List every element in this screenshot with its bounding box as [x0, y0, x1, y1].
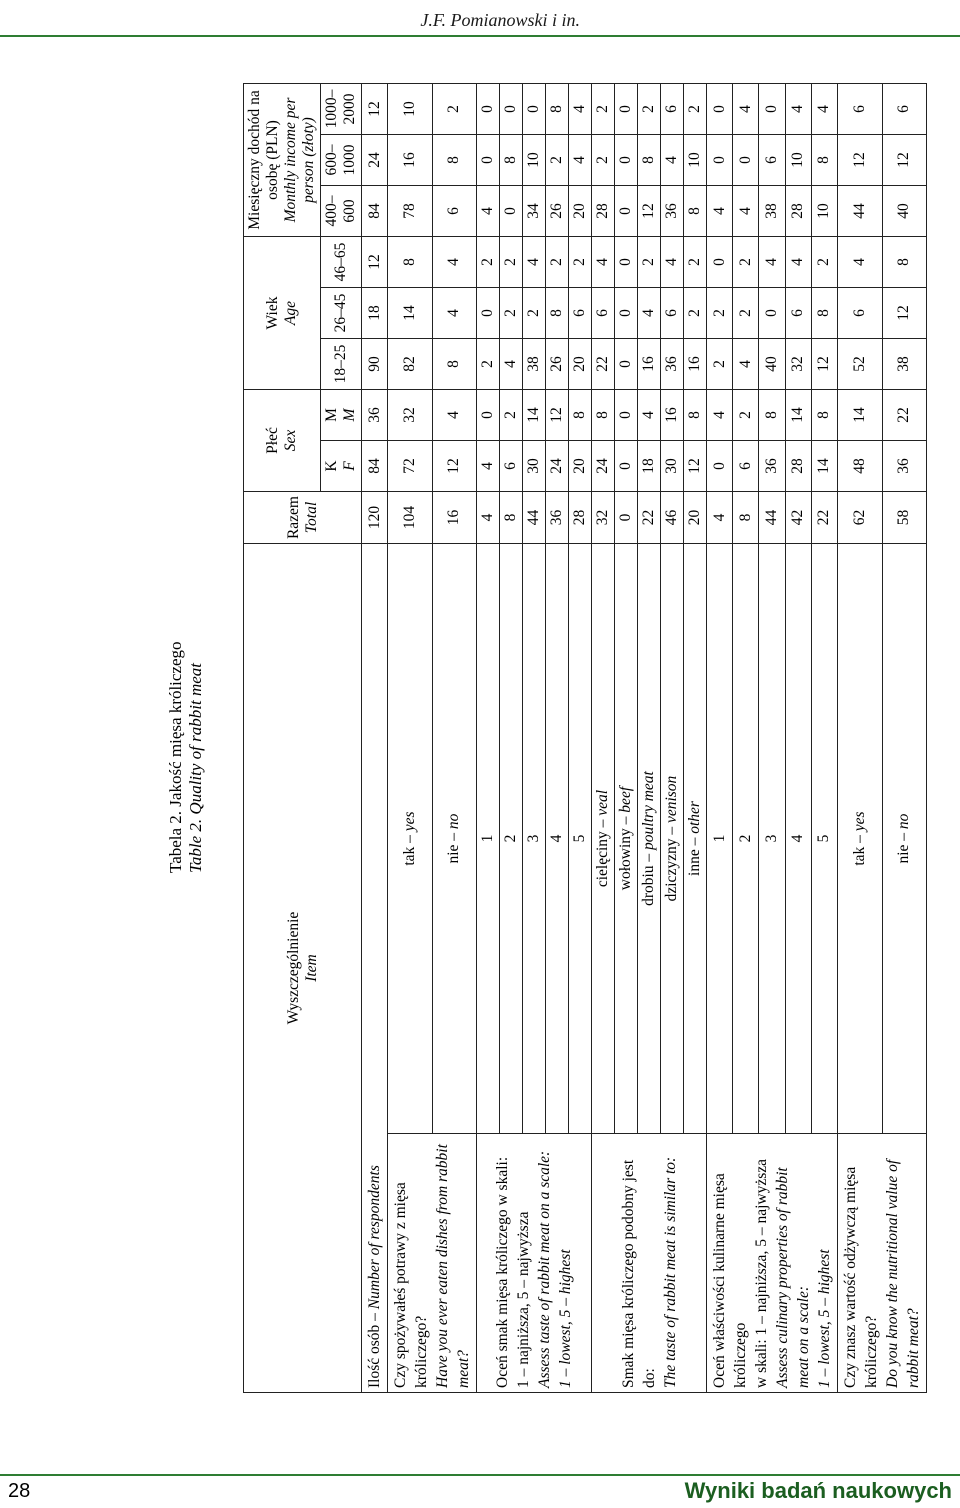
- row-label-pl: Ilość osób –: [366, 1309, 383, 1388]
- footer-rule: [0, 1474, 960, 1476]
- value-cell: 16: [432, 492, 477, 544]
- value-cell: 2: [592, 84, 615, 135]
- journal-name: Wyniki badań naukowych: [684, 1478, 952, 1503]
- value-cell: 2: [638, 84, 661, 135]
- value-cell: 36: [661, 186, 684, 237]
- value-cell: 6: [759, 135, 785, 186]
- value-cell: 2: [500, 288, 523, 339]
- total-header: [244, 492, 362, 544]
- value-cell: 4: [523, 237, 546, 288]
- value-cell: 12: [362, 84, 388, 135]
- value-cell: 28: [785, 186, 811, 237]
- answer-label: [546, 544, 569, 1134]
- value-cell: 2: [684, 237, 707, 288]
- value-cell: 40: [759, 339, 785, 390]
- value-cell: 4: [707, 492, 733, 544]
- value-cell: 0: [523, 84, 546, 135]
- row-label-en: Number of respondents: [366, 1165, 383, 1310]
- value-cell: 120: [362, 492, 388, 544]
- sex-header-en: Sex: [282, 429, 299, 452]
- answer-pl: inne –: [686, 833, 703, 876]
- value-cell: 20: [569, 186, 592, 237]
- question-label: [592, 1134, 707, 1393]
- value-cell: 12: [432, 441, 477, 492]
- value-cell: 6: [661, 288, 684, 339]
- answer-pl: nie –: [445, 829, 463, 864]
- value-cell: 8: [811, 288, 837, 339]
- rotated-table-page: [158, 68, 922, 1393]
- value-cell: 2: [684, 288, 707, 339]
- value-cell: 24: [592, 441, 615, 492]
- value-cell: 4: [733, 186, 759, 237]
- value-cell: 2: [733, 237, 759, 288]
- value-cell: 2: [707, 288, 733, 339]
- answer-pl: drobiu –: [640, 849, 657, 906]
- value-cell: 22: [592, 339, 615, 390]
- value-cell: 84: [362, 186, 388, 237]
- value-cell: 2: [707, 339, 733, 390]
- table-row: [707, 84, 733, 1393]
- value-cell: 42: [785, 492, 811, 544]
- value-cell: 2: [500, 390, 523, 441]
- answer-en: poultry meat: [640, 771, 657, 850]
- table-row: [838, 84, 883, 1393]
- value-cell: 4: [733, 339, 759, 390]
- value-cell: 0: [477, 288, 500, 339]
- value-cell: 2: [592, 135, 615, 186]
- answer-en: yes: [850, 811, 868, 832]
- value-cell: 24: [546, 441, 569, 492]
- question-label: [477, 1134, 592, 1393]
- value-cell: 10: [785, 135, 811, 186]
- value-cell: 2: [638, 237, 661, 288]
- total-header-pl: Razem: [284, 496, 302, 540]
- question-en1: Assess culinary properties of rabbit meat on a scale:: [774, 1167, 812, 1388]
- value-cell: 36: [661, 339, 684, 390]
- value-cell: 12: [362, 237, 388, 288]
- value-cell: 0: [615, 441, 638, 492]
- value-cell: 30: [523, 441, 546, 492]
- income-group-header: 1000–2000: [321, 84, 362, 135]
- value-cell: 0: [477, 84, 500, 135]
- value-cell: 8: [733, 492, 759, 544]
- question-label: [838, 1134, 927, 1393]
- question-pl: Smak mięsa króliczego podobny jest do:: [619, 1159, 658, 1388]
- value-cell: 40: [882, 186, 927, 237]
- female-header: [321, 441, 362, 492]
- item-header-pl: Wyszczególnienie: [284, 911, 302, 1025]
- answer-pl: nie –: [895, 829, 913, 864]
- value-cell: 4: [477, 441, 500, 492]
- answer-label: [592, 544, 615, 1134]
- value-cell: 2: [500, 237, 523, 288]
- answer-en: beef: [617, 786, 634, 813]
- value-cell: 0: [759, 288, 785, 339]
- page-number: 28: [8, 1480, 31, 1502]
- running-head: J.F. Pomianowski i in.: [420, 10, 580, 30]
- value-cell: 52: [838, 339, 883, 390]
- value-cell: 0: [615, 84, 638, 135]
- answer-label: [838, 544, 883, 1134]
- answer-scale: 2: [736, 834, 754, 843]
- answer-label: [388, 544, 433, 1134]
- value-cell: 10: [523, 135, 546, 186]
- value-cell: 20: [684, 492, 707, 544]
- caption-english: Table 2. Quality of rabbit meat: [186, 663, 205, 873]
- value-cell: 4: [811, 84, 837, 135]
- value-cell: 0: [707, 135, 733, 186]
- value-cell: 4: [733, 84, 759, 135]
- question-en2: 1 – lowest, 5 – highest: [557, 1249, 574, 1388]
- answer-label: [684, 544, 707, 1134]
- value-cell: 12: [811, 339, 837, 390]
- question-pl2: 1 – najniższa, 5 – najwyższa: [515, 1211, 532, 1388]
- value-cell: 0: [500, 84, 523, 135]
- value-cell: 0: [707, 441, 733, 492]
- row-label: [362, 544, 388, 1393]
- value-cell: 8: [592, 390, 615, 441]
- value-cell: 8: [500, 135, 523, 186]
- value-cell: 16: [684, 339, 707, 390]
- value-cell: 2: [523, 288, 546, 339]
- answer-pl: tak –: [400, 831, 418, 866]
- value-cell: 6: [733, 441, 759, 492]
- value-cell: 36: [546, 492, 569, 544]
- female-header-pl: K: [323, 460, 340, 472]
- value-cell: 2: [546, 237, 569, 288]
- answer-label: [638, 544, 661, 1134]
- income-header-en: Monthly income per person (złoty): [282, 97, 317, 223]
- answer-en: veal: [594, 789, 611, 816]
- total-header-en: Total: [302, 501, 320, 534]
- value-cell: 12: [882, 288, 927, 339]
- value-cell: 6: [882, 84, 927, 135]
- female-header-en: F: [341, 461, 358, 471]
- value-cell: 30: [661, 441, 684, 492]
- value-cell: 0: [477, 135, 500, 186]
- male-header-en: M: [341, 408, 358, 422]
- value-cell: 2: [477, 237, 500, 288]
- value-cell: 36: [362, 390, 388, 441]
- value-cell: 4: [477, 492, 500, 544]
- value-cell: 6: [569, 288, 592, 339]
- question-en: The taste of rabbit meat is similar to:: [661, 1156, 679, 1388]
- value-cell: 46: [661, 492, 684, 544]
- value-cell: 4: [707, 186, 733, 237]
- income-header-pl: Miesięczny dochód na osobę (PLN): [246, 90, 281, 230]
- value-cell: 4: [592, 237, 615, 288]
- value-cell: 6: [838, 288, 883, 339]
- answer-label: [707, 544, 733, 1134]
- question-pl1: Oceń właściwości kulinarne mięsa króliczego: [711, 1173, 749, 1388]
- question-pl1: Oceń smak mięsa króliczego w skali:: [494, 1156, 511, 1388]
- value-cell: 2: [733, 288, 759, 339]
- value-cell: 10: [388, 84, 433, 135]
- value-cell: 0: [615, 288, 638, 339]
- value-cell: 4: [638, 390, 661, 441]
- value-cell: 4: [432, 288, 477, 339]
- male-header: [321, 390, 362, 441]
- value-cell: 34: [523, 186, 546, 237]
- value-cell: 8: [882, 237, 927, 288]
- value-cell: 8: [759, 390, 785, 441]
- value-cell: 0: [733, 135, 759, 186]
- male-header-pl: M: [323, 408, 340, 422]
- value-cell: 14: [838, 390, 883, 441]
- age-group-header: 46–65: [321, 237, 362, 288]
- value-cell: 20: [569, 441, 592, 492]
- value-cell: 0: [615, 390, 638, 441]
- answer-scale: 5: [815, 834, 833, 843]
- answer-label: [500, 544, 523, 1134]
- value-cell: 90: [362, 339, 388, 390]
- value-cell: 48: [838, 441, 883, 492]
- value-cell: 0: [615, 492, 638, 544]
- value-cell: 4: [432, 390, 477, 441]
- value-cell: 44: [759, 492, 785, 544]
- answer-label: [785, 544, 811, 1134]
- value-cell: 58: [882, 492, 927, 544]
- question-en: Do you know the nutritional value of rabbit meat?: [884, 1159, 922, 1388]
- value-cell: 2: [733, 390, 759, 441]
- value-cell: 8: [569, 390, 592, 441]
- question-label: [707, 1134, 838, 1393]
- age-header: [244, 237, 321, 390]
- value-cell: 18: [362, 288, 388, 339]
- value-cell: 8: [432, 135, 477, 186]
- value-cell: 2: [546, 135, 569, 186]
- value-cell: 2: [684, 84, 707, 135]
- value-cell: 8: [684, 390, 707, 441]
- value-cell: 62: [838, 492, 883, 544]
- question-pl: Czy spożywałeś potrawy z mięsa króliczego?: [392, 1182, 430, 1388]
- value-cell: 28: [569, 492, 592, 544]
- answer-label: [811, 544, 837, 1134]
- item-header: [244, 544, 362, 1393]
- sex-header: [244, 390, 321, 492]
- value-cell: 72: [388, 441, 433, 492]
- value-cell: 4: [707, 390, 733, 441]
- value-cell: 0: [707, 237, 733, 288]
- value-cell: 4: [661, 135, 684, 186]
- value-cell: 2: [477, 339, 500, 390]
- value-cell: 8: [811, 135, 837, 186]
- answer-scale: 5: [571, 834, 588, 843]
- question-en: Have you ever eaten dishes from rabbit meat?: [434, 1144, 472, 1388]
- value-cell: 38: [759, 186, 785, 237]
- answer-scale: 4: [548, 834, 565, 843]
- answer-en: venison: [663, 775, 680, 824]
- table-row: [388, 84, 433, 1393]
- value-cell: 26: [546, 186, 569, 237]
- answer-pl: wołowiny –: [617, 812, 634, 891]
- value-cell: 8: [546, 84, 569, 135]
- value-cell: 44: [838, 186, 883, 237]
- value-cell: 0: [477, 390, 500, 441]
- value-cell: 4: [759, 237, 785, 288]
- value-cell: 8: [432, 339, 477, 390]
- value-cell: 12: [882, 135, 927, 186]
- income-group-header: 400–600: [321, 186, 362, 237]
- value-cell: 0: [615, 135, 638, 186]
- answer-label: [523, 544, 546, 1134]
- answer-scale: 1: [479, 834, 496, 843]
- answer-scale: 4: [789, 834, 807, 843]
- value-cell: 0: [500, 186, 523, 237]
- value-cell: 0: [615, 237, 638, 288]
- value-cell: 26: [546, 339, 569, 390]
- value-cell: 6: [432, 186, 477, 237]
- age-header-pl: Wiek: [264, 296, 281, 330]
- value-cell: 28: [592, 186, 615, 237]
- value-cell: 28: [785, 441, 811, 492]
- table-row: [592, 84, 615, 1393]
- value-cell: 14: [523, 390, 546, 441]
- value-cell: 84: [362, 441, 388, 492]
- answer-label: [661, 544, 684, 1134]
- answer-en: other: [686, 801, 703, 834]
- age-group-header: 26–45: [321, 288, 362, 339]
- value-cell: 0: [615, 339, 638, 390]
- answer-label: [882, 544, 927, 1134]
- value-cell: 8: [500, 492, 523, 544]
- value-cell: 6: [661, 84, 684, 135]
- value-cell: 8: [388, 237, 433, 288]
- value-cell: 0: [759, 84, 785, 135]
- answer-pl: cielęciny –: [594, 815, 611, 888]
- age-header-en: Age: [282, 300, 299, 326]
- value-cell: 6: [785, 288, 811, 339]
- question-pl: Czy znasz wartość odżywczą mięsa króliczego?: [842, 1166, 880, 1388]
- value-cell: 36: [759, 441, 785, 492]
- value-cell: 8: [638, 135, 661, 186]
- value-cell: 6: [838, 84, 883, 135]
- value-cell: 14: [785, 390, 811, 441]
- value-cell: 4: [785, 237, 811, 288]
- income-header: [244, 84, 321, 237]
- answer-scale: 3: [762, 834, 780, 843]
- value-cell: 4: [569, 84, 592, 135]
- value-cell: 4: [785, 84, 811, 135]
- value-cell: 2: [569, 237, 592, 288]
- value-cell: 2: [811, 237, 837, 288]
- value-cell: 12: [838, 135, 883, 186]
- table-row: [477, 84, 500, 1393]
- question-label: [388, 1134, 477, 1393]
- value-cell: 22: [811, 492, 837, 544]
- answer-en: no: [445, 813, 463, 830]
- value-cell: 18: [638, 441, 661, 492]
- answer-label: [759, 544, 785, 1134]
- answer-scale: 1: [710, 834, 728, 843]
- answer-label: [569, 544, 592, 1134]
- value-cell: 4: [500, 339, 523, 390]
- answer-label: [477, 544, 500, 1134]
- value-cell: 0: [615, 186, 638, 237]
- value-cell: 6: [592, 288, 615, 339]
- value-cell: 0: [707, 84, 733, 135]
- value-cell: 6: [500, 441, 523, 492]
- answer-scale: 2: [502, 834, 519, 843]
- answer-scale: 3: [525, 834, 542, 843]
- quality-table: [243, 83, 927, 1393]
- value-cell: 2: [432, 84, 477, 135]
- answer-label: [432, 544, 477, 1134]
- value-cell: 12: [546, 390, 569, 441]
- value-cell: 44: [523, 492, 546, 544]
- answer-en: yes: [400, 811, 418, 832]
- value-cell: 16: [638, 339, 661, 390]
- age-group-header: 18–25: [321, 339, 362, 390]
- question-pl2: w skali: 1 – najniższa, 5 – najwyższa: [753, 1159, 770, 1388]
- value-cell: 14: [388, 288, 433, 339]
- table-caption: [166, 641, 206, 873]
- value-cell: 82: [388, 339, 433, 390]
- value-cell: 4: [432, 237, 477, 288]
- value-cell: 38: [523, 339, 546, 390]
- answer-pl: dziczyzny –: [663, 823, 680, 902]
- value-cell: 12: [638, 186, 661, 237]
- value-cell: 20: [569, 339, 592, 390]
- value-cell: 4: [661, 237, 684, 288]
- income-group-header: 600–1000: [321, 135, 362, 186]
- sex-header-pl: Płeć: [264, 427, 281, 454]
- value-cell: 14: [811, 441, 837, 492]
- value-cell: 32: [388, 390, 433, 441]
- value-cell: 36: [882, 441, 927, 492]
- value-cell: 10: [811, 186, 837, 237]
- value-cell: 32: [592, 492, 615, 544]
- value-cell: 16: [661, 390, 684, 441]
- value-cell: 22: [882, 390, 927, 441]
- answer-en: no: [895, 813, 913, 830]
- caption-polish: Tabela 2. Jakość mięsa króliczego: [166, 641, 185, 873]
- value-cell: 4: [569, 135, 592, 186]
- value-cell: 4: [477, 186, 500, 237]
- question-en1: Assess taste of rabbit meat on a scale:: [536, 1150, 553, 1388]
- question-en2: 1 – lowest, 5 – highest: [816, 1249, 833, 1388]
- table-row: [362, 84, 388, 1393]
- value-cell: 8: [546, 288, 569, 339]
- answer-label: [615, 544, 638, 1134]
- value-cell: 24: [362, 135, 388, 186]
- item-header-en: Item: [302, 954, 320, 982]
- answer-pl: tak –: [850, 831, 868, 866]
- value-cell: 38: [882, 339, 927, 390]
- value-cell: 8: [811, 390, 837, 441]
- value-cell: 16: [388, 135, 433, 186]
- header-row-1: [244, 84, 321, 1393]
- value-cell: 12: [684, 441, 707, 492]
- answer-label: [733, 544, 759, 1134]
- value-cell: 22: [638, 492, 661, 544]
- value-cell: 10: [684, 135, 707, 186]
- header-rule: [0, 35, 960, 37]
- value-cell: 78: [388, 186, 433, 237]
- value-cell: 8: [684, 186, 707, 237]
- value-cell: 104: [388, 492, 433, 544]
- value-cell: 32: [785, 339, 811, 390]
- value-cell: 4: [638, 288, 661, 339]
- value-cell: 4: [838, 237, 883, 288]
